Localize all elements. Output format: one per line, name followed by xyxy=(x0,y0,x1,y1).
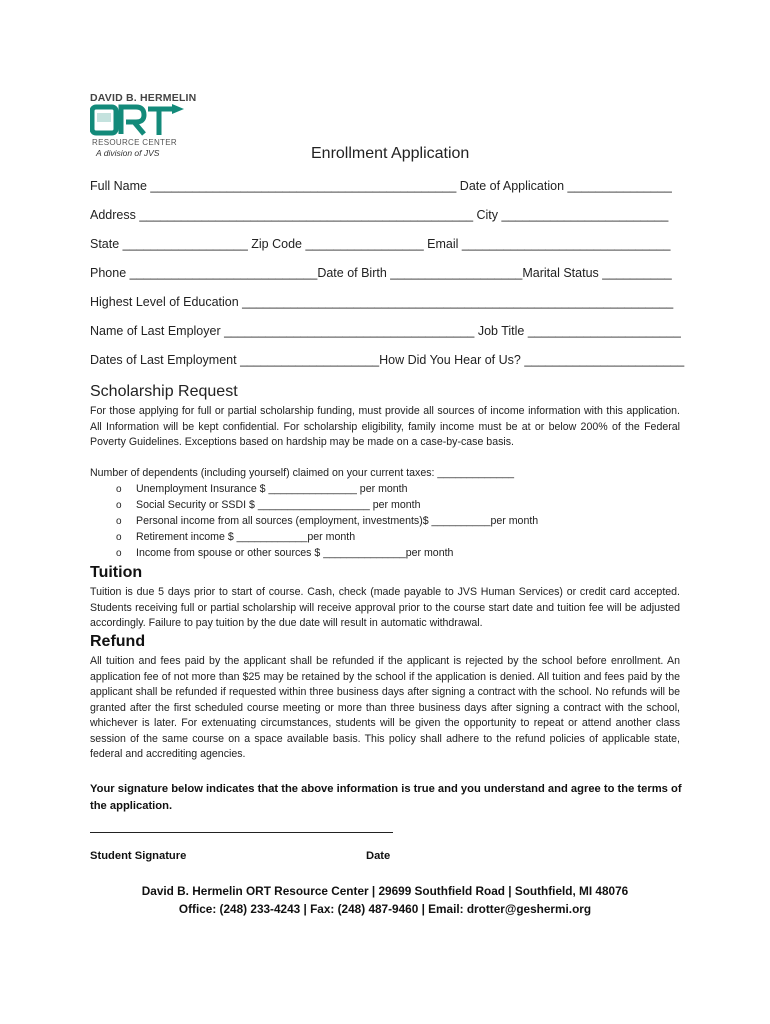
student-signature-label: Student Signature xyxy=(90,850,187,862)
signature-line[interactable] xyxy=(90,832,393,833)
signature-statement: Your signature below indicates that the above information is true and you understand and agree to the terms of the application. xyxy=(90,783,682,812)
bullet-icon: o xyxy=(116,516,122,527)
tuition-heading: Tuition xyxy=(90,564,143,581)
logo-org-name: DAVID B. HERMELIN xyxy=(90,92,197,104)
ort-logo-mark-icon xyxy=(90,104,186,138)
ort-logo xyxy=(90,92,197,162)
field-phone-dob-marital-status[interactable]: Phone ___________________________Date of Birth ___________________Marital Status __________ xyxy=(90,266,672,280)
bullet-icon: o xyxy=(116,548,122,559)
bullet-icon: o xyxy=(116,500,122,511)
tuition-paragraph: Tuition is due 5 days prior to start of course. Cash, check (made payable to JVS Human Services) or credit card accepted. Students receiving full or partial scholarship will receive approval prior to the course start date and tuition fee will be adjusted accordingly. Failure to pay tuition by the due date will result in automatic withdrawal. xyxy=(90,586,680,629)
field-highest-education[interactable]: Highest Level of Education ______________________________________________________________ xyxy=(90,295,674,309)
field-last-employer-job-title[interactable]: Name of Last Employer ____________________________________ Job Title ______________________ xyxy=(90,324,681,338)
footer-address: David B. Hermelin ORT Resource Center | 29699 Southfield Road | Southfield, MI 48076 xyxy=(141,884,629,898)
income-item-retirement[interactable]: Retirement income $ ____________per month xyxy=(136,531,356,543)
scholarship-paragraph: For those applying for full or partial scholarship funding, must provide all sources of income information with this application. All Information will be kept confidential. For scholarship eligibility, family income must be at or below 200% of the Federal Poverty Guidelines. Exceptions based on hardship may be made on a case-by-case basis. xyxy=(90,405,680,448)
field-full-name-date-of-application[interactable]: Full Name ____________________________________________ Date of Application _______________ xyxy=(90,179,672,193)
refund-paragraph: All tuition and fees paid by the applicant shall be refunded if the applicant is rejected by the school before enrollment. An application fee of not more than $25 may be retained by the school if the application is denied. All tuition and fees paid by the applicant shall be refunded if requested within three business days after signing a contract with the school. No refunds will be granted after the first scheduled course meeting or more than three business days after signing a contract with the school, whichever is later. For extenuating circumstances, students will be given the opportunity to repeat or attend another class session of the same course on a space available basis. This policy shall adhere to the refund policies of applicable state, federal and accrediting agencies. xyxy=(90,655,680,760)
field-address-city[interactable]: Address ________________________________________________ City ________________________ xyxy=(90,208,669,222)
scholarship-heading: Scholarship Request xyxy=(90,383,238,400)
date-label: Date xyxy=(366,850,391,862)
income-item-spouse[interactable]: Income from spouse or other sources $ ______________per month xyxy=(136,547,454,559)
income-item-personal[interactable]: Personal income from all sources (employment, investments)$ __________per month xyxy=(136,515,539,527)
bullet-icon: o xyxy=(116,532,122,543)
logo-resource-center: RESOURCE CENTER xyxy=(92,138,177,147)
income-item-social-security[interactable]: Social Security or SSDI $ ___________________ per month xyxy=(136,499,421,511)
refund-heading: Refund xyxy=(90,633,146,650)
dependents-field[interactable]: Number of dependents (including yourself) claimed on your current taxes: _____________ xyxy=(90,467,515,479)
bullet-icon: o xyxy=(116,484,122,495)
logo-division: A division of JVS xyxy=(96,148,160,158)
income-item-unemployment[interactable]: Unemployment Insurance $ _______________ per month xyxy=(136,483,408,495)
field-employment-dates-referral[interactable]: Dates of Last Employment ____________________How Did You Hear of Us? _______________________ xyxy=(90,353,685,367)
footer-contact: Office: (248) 233-4243 | Fax: (248) 487-9460 | Email: drotter@geshermi.org xyxy=(178,902,592,916)
field-state-zip-email[interactable]: State __________________ Zip Code _________________ Email ______________________________ xyxy=(90,237,671,251)
page-title: Enrollment Application xyxy=(311,145,470,162)
